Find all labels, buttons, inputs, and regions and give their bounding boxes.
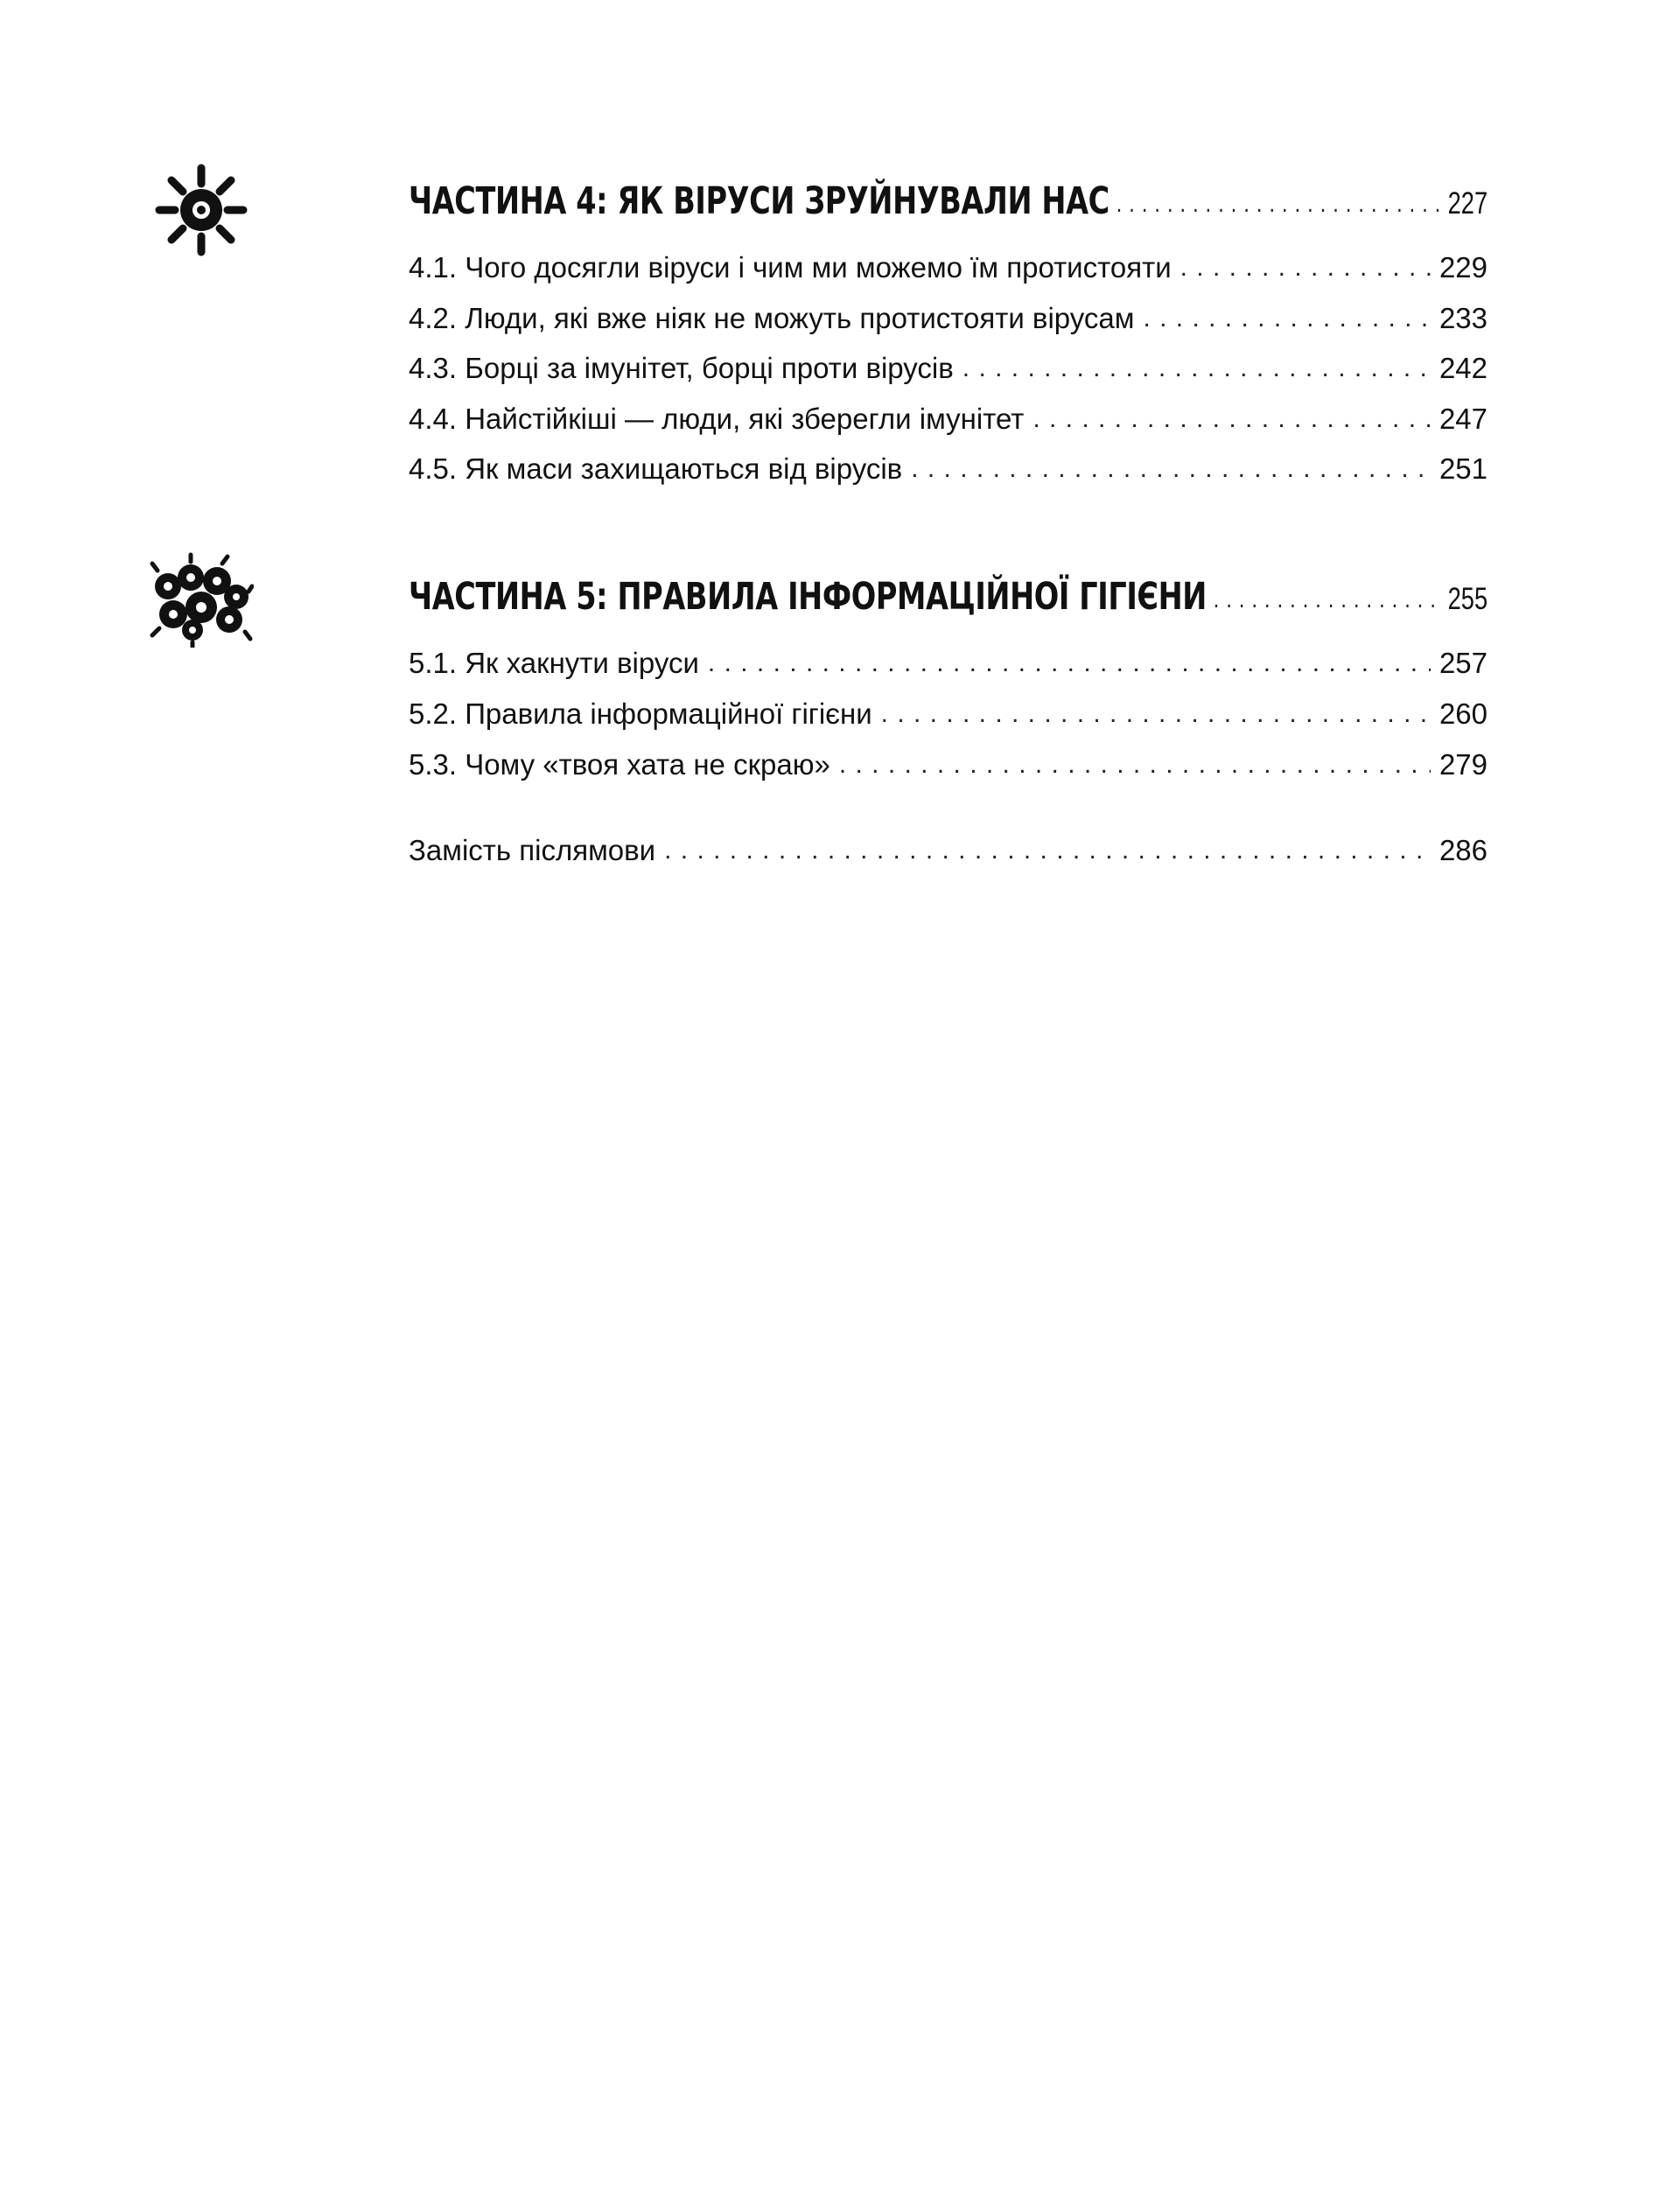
entry-title: 4.2. Люди, які вже ніяк не можуть протистояти вірусам xyxy=(409,302,1135,334)
page-number: 286 xyxy=(1438,834,1488,866)
page-number: 251 xyxy=(1438,452,1488,485)
page-number: 229 xyxy=(1438,251,1488,284)
toc-entry[interactable] xyxy=(409,452,1488,486)
part-5-heading[interactable] xyxy=(409,575,1488,619)
page-number: 279 xyxy=(1438,748,1488,781)
dot-leader xyxy=(708,648,1431,678)
page-number: 260 xyxy=(1438,697,1488,730)
dot-leader xyxy=(1180,253,1431,283)
toc-entry[interactable] xyxy=(409,302,1488,335)
dot-leader xyxy=(664,836,1431,865)
toc-entry[interactable] xyxy=(409,647,1488,680)
entry-title: 5.2. Правила інформаційної гігієни xyxy=(409,697,872,730)
afterword-entry[interactable] xyxy=(409,834,1488,867)
part-heading-title: ЧАСТИНА 4: ЯК ВІРУСИ ЗРУЙНУВАЛИ НАС xyxy=(409,179,1110,223)
entry-title: 4.3. Борці за імунітет, борці проти вірусів xyxy=(409,352,954,384)
entry-title: 5.1. Як хакнути віруси xyxy=(409,647,699,679)
entry-title: 4.4. Найстійкіші — люди, які зберегли імунітет xyxy=(409,403,1025,435)
page-number: 227 xyxy=(1447,186,1488,221)
dot-leader xyxy=(1032,404,1431,434)
toc-entry[interactable] xyxy=(409,403,1488,436)
dot-leader xyxy=(1143,304,1430,333)
toc-entry[interactable] xyxy=(409,251,1488,284)
page-number: 242 xyxy=(1438,352,1488,384)
dot-leader xyxy=(1116,189,1441,219)
cluster-virus-icon xyxy=(149,551,254,648)
toc-entry[interactable] xyxy=(409,697,1488,731)
entry-title: Замість післямови xyxy=(409,834,656,866)
toc-entry[interactable] xyxy=(409,748,1488,781)
page-number: 233 xyxy=(1438,302,1488,334)
toc-entry[interactable] xyxy=(409,352,1488,385)
page-number: 255 xyxy=(1447,582,1488,616)
entry-title: 5.3. Чому «твоя хата не скраю» xyxy=(409,748,830,781)
sun-virus-icon xyxy=(149,158,254,263)
part-4-heading[interactable] xyxy=(409,179,1488,223)
entry-title: 4.1. Чого досягли віруси і чим ми можемо їм протистояти xyxy=(409,251,1172,284)
dot-leader xyxy=(911,454,1431,484)
entry-title: 4.5. Як маси захищаються від вірусів xyxy=(409,452,903,485)
dot-leader xyxy=(1214,585,1441,614)
part-heading-title: ЧАСТИНА 5: ПРАВИЛА ІНФОРМАЦІЙНОЇ ГІГІЄНИ xyxy=(409,575,1207,619)
dot-leader xyxy=(881,699,1431,729)
dot-leader xyxy=(962,354,1431,383)
page-number: 257 xyxy=(1438,647,1488,679)
page-number: 247 xyxy=(1438,403,1488,435)
dot-leader xyxy=(839,750,1431,780)
